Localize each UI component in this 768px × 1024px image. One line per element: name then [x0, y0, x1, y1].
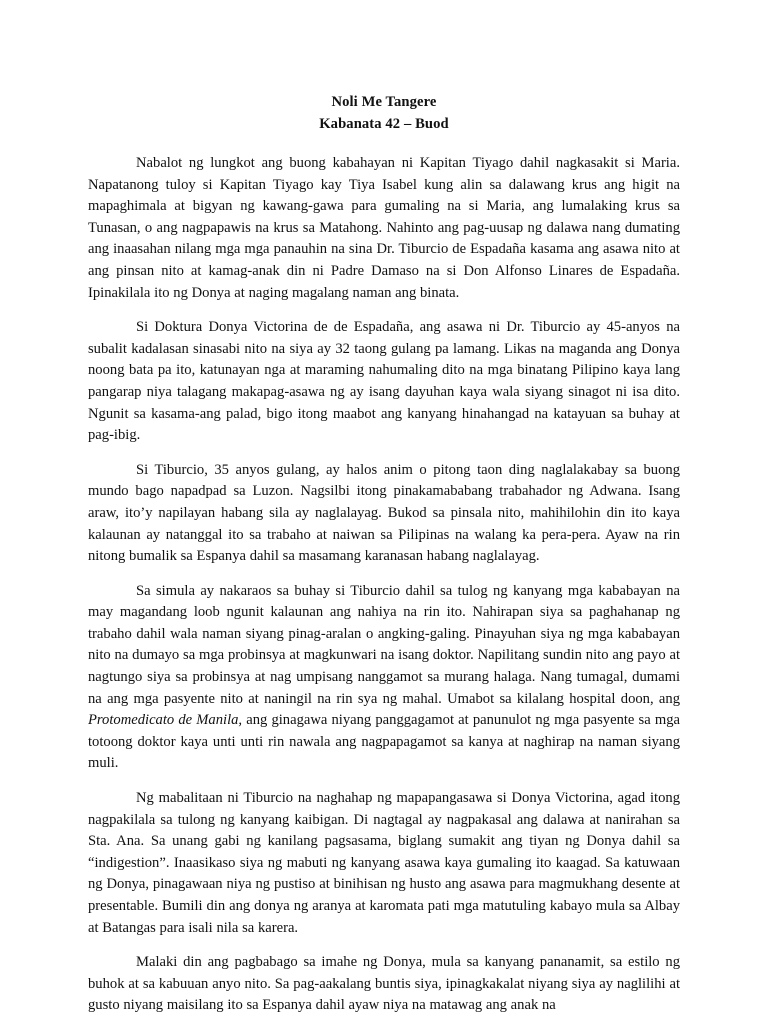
paragraph-text: Sa simula ay nakaraos sa buhay si Tiburcio dahil sa tulog ng kanyang mga kababayan na may magandang loob ngunit kalaunan ang nahiya na rin ito. Nahirapan siya sa paghahanap ng trabaho dahil wala naman siyang pinag-aralan o angking-galing. Pinayuhan siya ng mga kababayan nito na dumayo sa mga probinsya at magkunwari na isang doktor. Napilitang sundin nito ang payo at nagtungo siya sa probinsya at nag umpisang nanggamot sa murang halaga. Nang tumagal, dumami na ang mga pasyente nito at naningil na rin sya ng mahal. Umabot sa kilalang hospital doon, ang [88, 582, 680, 707]
paragraph-text: ang ginagawa niyang panggagamot at panunulot ng mga pasyente sa mga totoong doktor kaya unti unti rin nawala ang nagpapagamot sa kanya at naghirap na naman siyang muli. [88, 712, 680, 772]
body-paragraph [88, 317, 680, 447]
paragraph-text: Ng mabalitaan ni Tiburcio na naghahap ng mapapangasawa si Donya Victorina, agad itong nagpakilala sa tulong ng kanyang kaibigan. Di nagtagal ay nagpakasal ang dalawa at nanirahan sa Sta. Ana. Sa unang gabi ng kanilang pagsasama, biglang sumakit ang tiyan ng Donya dahil sa “indigestion”. Inaasikaso siya ng mabuti ng kanyang asawa kaya gumaling ito kaagad. Sa katuwaan ng Donya, pinagawaan niya ng pustiso at binihisan ng husto ang asawa para magmukhang desente at presentable. Bumili din ang donya ng aranya at karomata pati mga matutuling kabayo mula sa Albay at Batangas para isali nila sa karera. [88, 790, 680, 936]
document-title-main: Noli Me Tangere [331, 94, 437, 110]
body-paragraph [88, 460, 680, 568]
paragraph-text: Si Tiburcio, 35 anyos gulang, ay halos anim o pitong taon ding naglalakabay sa buong mundo bago napadpad sa Luzon. Nagsilbi itong pinakamababang trabahador ng Adwana. Isang araw, ito’y napilayan habang sila ay naglalayag. Bukod sa pinsala nito, mahihilohin din ito kaya kalaunan ay natanggal ito sa trabaho at naiwan sa Pilipinas na walang ka pera-pera. Ayaw na rin nitong bumalik sa Espanya dahil sa masamang karanasan habang naglalayag. [88, 461, 680, 565]
body-paragraph [88, 788, 680, 939]
document-title-subtitle: Kabanata 42 – Buod [319, 115, 449, 132]
document-title-block [88, 92, 680, 135]
body-paragraph [88, 581, 680, 775]
body-paragraph [88, 153, 680, 304]
paragraph-container [88, 153, 680, 1017]
emphasis-text: Protomedicato de Manila, [88, 712, 243, 729]
document-body [88, 92, 680, 1017]
paragraph-text: Nabalot ng lungkot ang buong kabahayan ni Kapitan Tiyago dahil nagkasakit si Maria. Napatanong tuloy si Kapitan Tiyago kay Tiya Isabel kung alin sa dalawang krus ang higit na mapaghimala at bigyan ng kawang-gawa para gumaling na si Maria, ang lumalaking krus sa Tunasan, o ang nagpapawis na krus sa Matahong. Nahinto ang pag-uusap ng dalawa nang dumating ang inaasahan nilang mga mga panauhin na sina Dr. Tiburcio de Espadaña kasama ang asawa nito at ang pinsan nito at kamag-anak din ni Padre Damaso na si Don Alfonso Linares de Espadaña. Ipinakilala ito ng Donya at naging magalang naman ang binata. [88, 155, 680, 301]
paragraph-text: Si Doktura Donya Victorina de de Espadaña, ang asawa ni Dr. Tiburcio ay 45-anyos na subalit kadalasan sinasabi nito na siya ay 32 taong gulang pa lamang. Likas na maganda ang Donya noong bata pa ito, katunayan nga at maraming nahumaling dito na mga binatang Pilipino kaya lang pangarap niya talagang makapag-asawa ng ay isang dayuhan kaya wala siyang sinagot ni isa dito. Ngunit sa kasama-ang palad, bigo itong maabot ang kanyang hinahangad na katayuan sa buhay at pag-ibig. [88, 319, 680, 444]
body-paragraph [88, 952, 680, 1017]
paragraph-text: Malaki din ang pagbabago sa imahe ng Donya, mula sa kanyang pananamit, sa estilo ng buhok at sa kabuuan anyo nito. Sa pag-aakalang buntis siya, ipinagkakalat niyang siya ay naglilihi at gusto niyang maisilang ito sa Espanya dahil ayaw niya na matawag ang anak na [88, 954, 680, 1014]
